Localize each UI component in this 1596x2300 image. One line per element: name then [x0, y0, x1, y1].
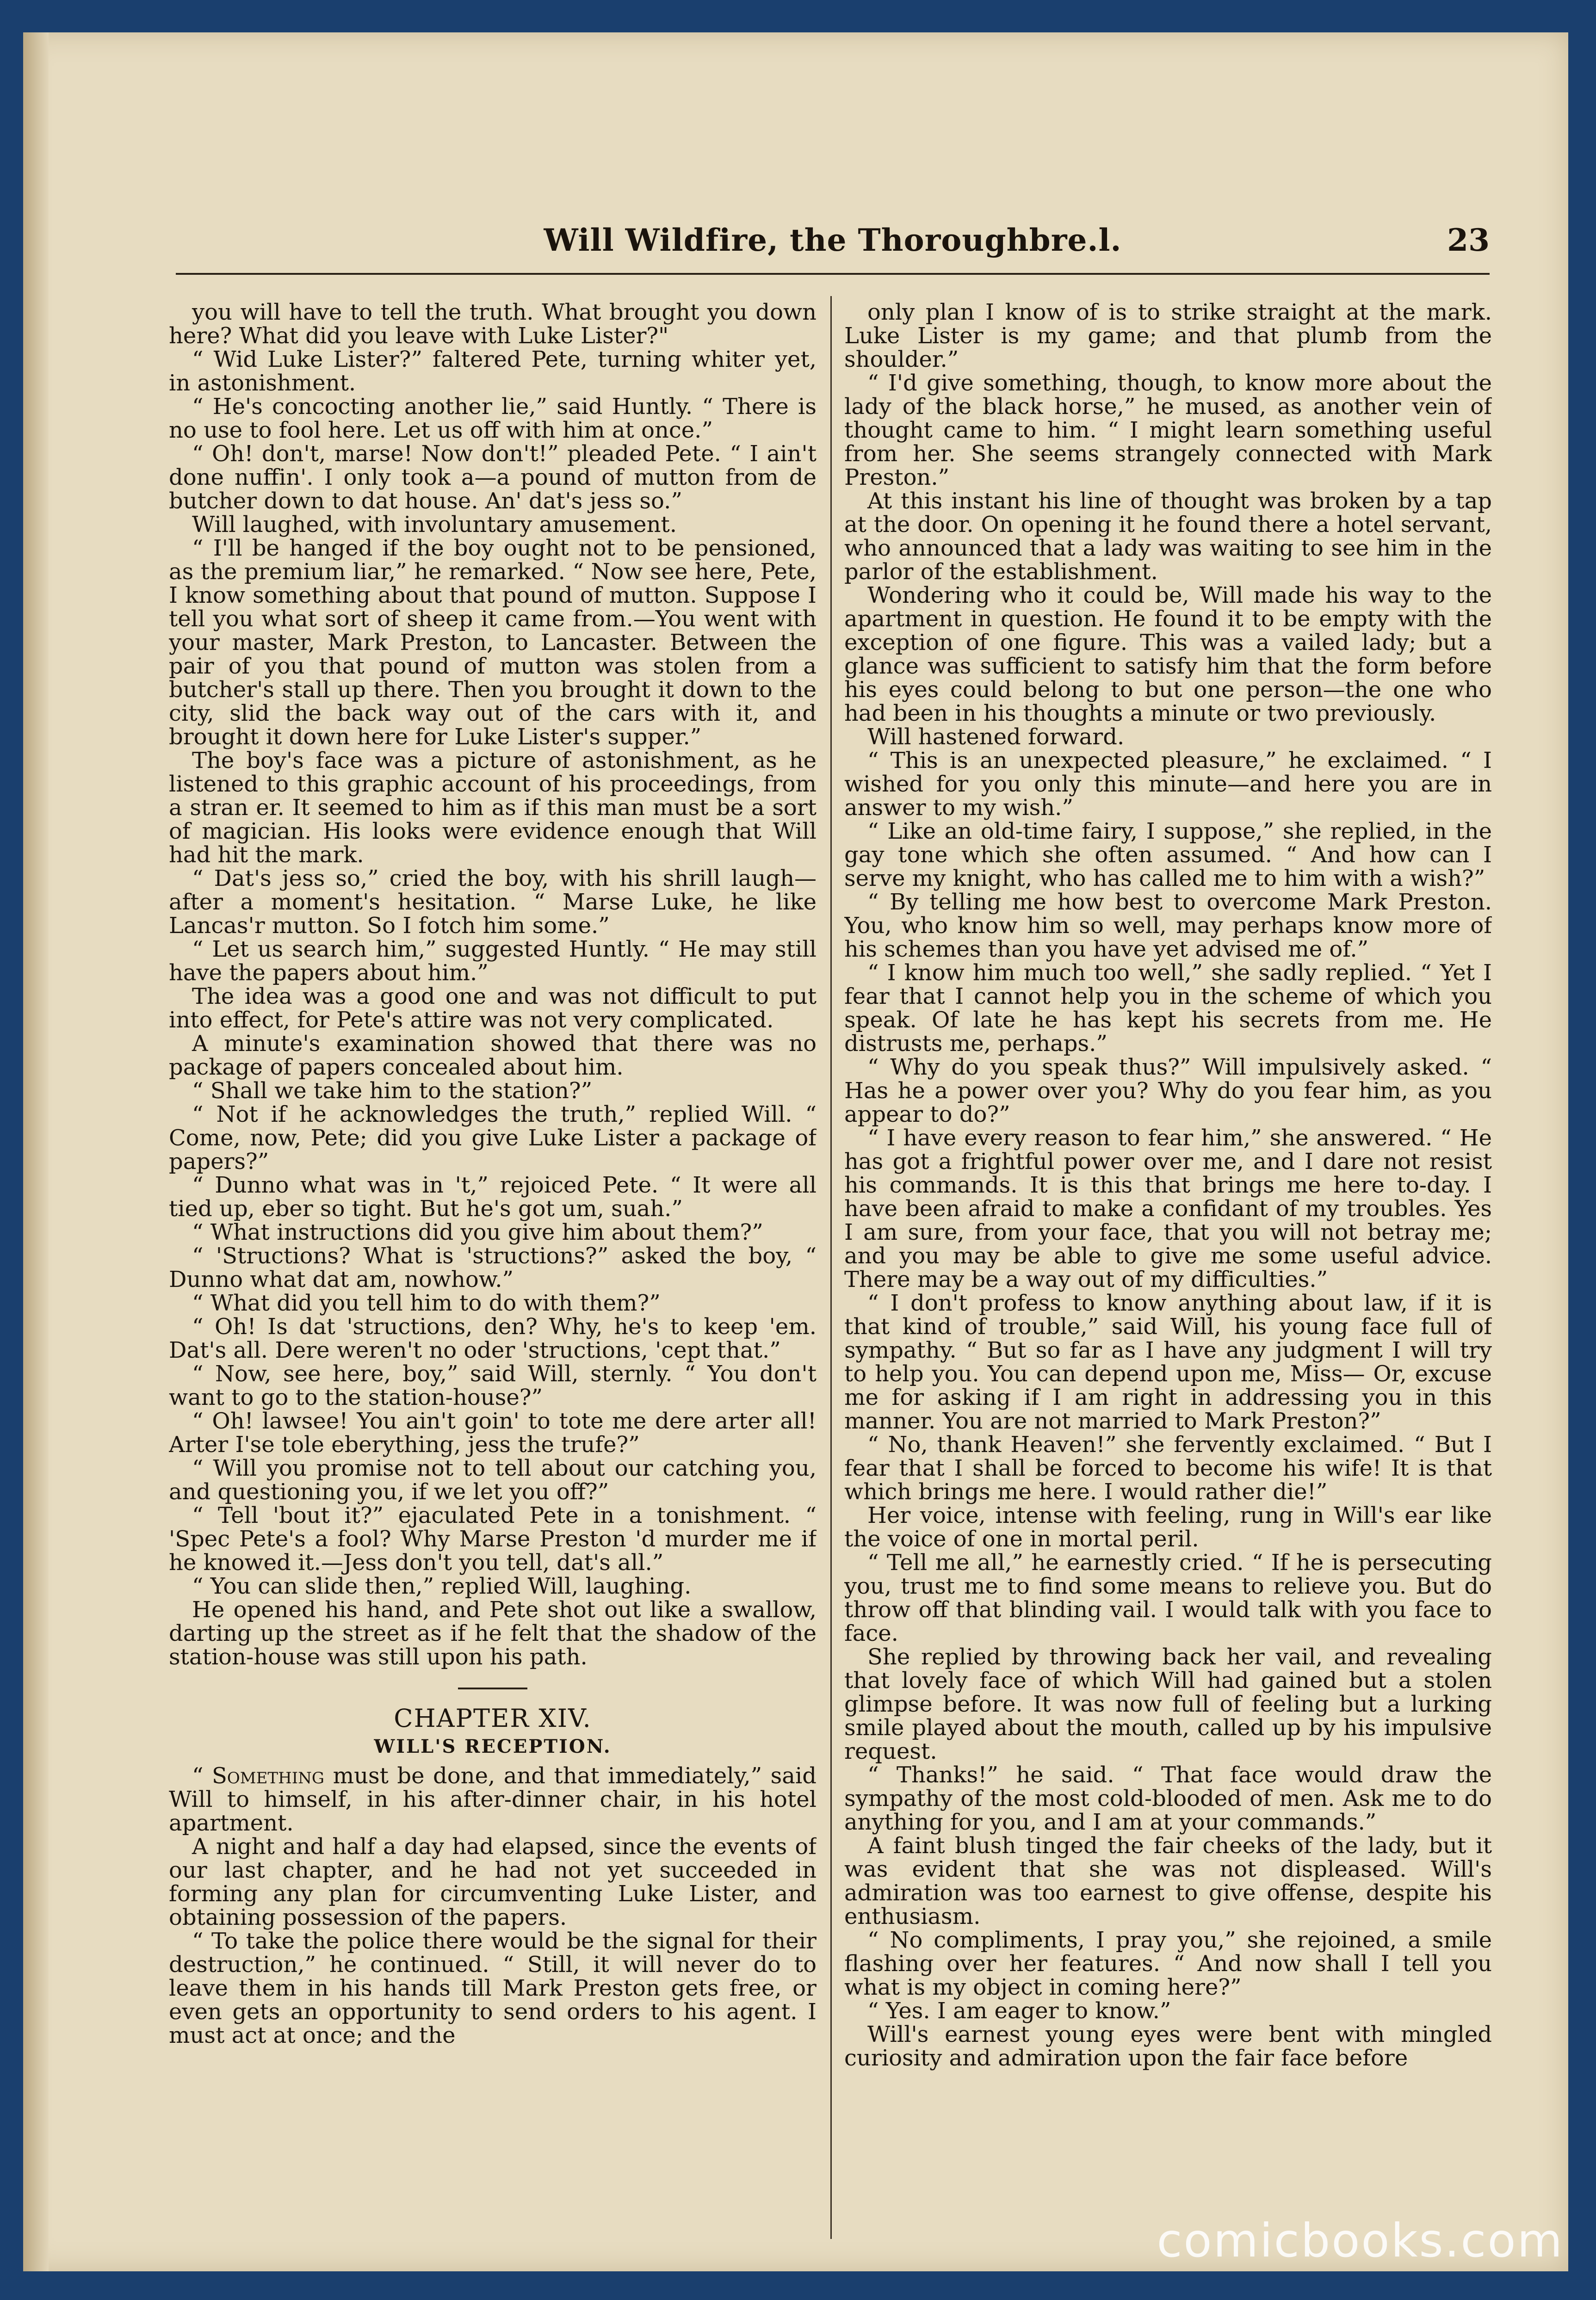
paragraph: “ Dunno what was in 't,” rejoiced Pete. “ It were all tied up, eber so tight. But he's got um, suah.” [169, 1172, 817, 1222]
paragraph: “ Wid Luke Lister?” faltered Pete, turning whiter yet, in astonishment. [169, 346, 817, 396]
paragraph: A night and half a day had elapsed, since the events of our last chapter, and he had not yet succeeded in forming any plan for circumventing Luke Lister, and obtaining possession of the papers. [169, 1834, 817, 1930]
paragraph: only plan I know of is to strike straight at the mark. Luke Lister is my game; and that plumb from the shoulder.” [844, 301, 1492, 372]
paragraph: “ Tell me all,” he earnestly cried. “ If he is persecuting you, trust me to find some means to relieve you. But do throw off that blinding vail. I would talk with you face to face. [844, 1550, 1492, 1646]
column-rule [830, 296, 832, 2239]
paragraph: He opened his hand, and Pete shot out like a swallow, darting up the street as if he felt that the shadow of the station-house was still upon his path. [169, 1597, 817, 1670]
paragraph: “ Not if he acknowledges the truth,” replied Will. “ Come, now, Pete; did you give Luke Lister a package of papers?” [169, 1101, 817, 1175]
paragraph: “ I know him much too well,” she sadly replied. “ Yet I fear that I cannot help you in the scheme of which you speak. Of late he has kept his secrets from me. He distrusts me, perhaps.” [844, 960, 1492, 1057]
left-column-text-after-chapter [169, 1835, 817, 2047]
chapter-opening-paragraph [169, 1764, 817, 1835]
paragraph: “ Yes. I am eager to know.” [867, 1998, 1171, 2024]
paragraph: “ Shall we take him to the station?” [192, 1078, 593, 1104]
page-spine [23, 32, 49, 2271]
paragraph: The boy's face was a picture of astonishment, as he listened to this graphic account of his proceedings, from a stran er. It seemed to him as if this man must be a sort of magician. His looks were evidence enough that Will had hit the mark. [169, 748, 817, 868]
page-number: 23 [1447, 222, 1490, 258]
paragraph: “ He's concocting another lie,” said Huntly. “ There is no use to fool here. Let us off with him at once.” [169, 394, 817, 443]
paragraph: “ What did you tell him to do with them?” [192, 1290, 661, 1316]
paragraph: “ Now, see here, boy,” said Will, sternly. “ You don't want to go to the station-house?” [169, 1361, 817, 1410]
paragraph: “ What instructions did you give him about them?” [192, 1219, 763, 1245]
paragraph: “ I have every reason to fear him,” she answered. “ He has got a frightful power over me, and I dare not resist his commands. It is this that brings me here to-day. I have been afraid to make a confidant of my troubles. Yes I am sure, from your face, that you will not betray me; and you may be able to give me some useful advice. There may be a way out of my difficulties.” [844, 1125, 1492, 1292]
paragraph: “ Oh! lawsee! You ain't goin' to tote me dere arter all! Arter I'se tole eberything, jess the trufe?” [169, 1408, 817, 1458]
paragraph: “ No, thank Heaven!” she fervently exclaimed. “ But I fear that I shall be forced to become his wife! It is that which brings me here. I would rather die!” [844, 1432, 1492, 1505]
paragraph: A faint blush tinged the fair cheeks of the lady, but it was evident that she was not displeased. Will's admiration was too earnest to give offense, despite his enthusiasm. [844, 1833, 1492, 1929]
paragraph: Will laughed, with involuntary amusement. [192, 512, 677, 538]
paragraph: “ Oh! Is dat 'structions, den? Why, he's to keep 'em. Dat's all. Dere weren't no oder 'structions, 'cept that.” [169, 1314, 817, 1363]
paragraph: “ No compliments, I pray you,” she rejoined, a smile flashing over her features. “ And now shall I tell you what is my object in coming here?” [844, 1927, 1492, 2000]
paragraph: “ I'd give something, though, to know more about the lady of the black horse,” he mused, as another vein of thought came to him. “ I might learn something useful from her. She seems strangely connected with Mark Preston.” [844, 370, 1492, 490]
paragraph: A minute's examination showed that there was no package of papers concealed about him. [169, 1031, 817, 1080]
running-title: Will Wildfire, the Thoroughbre.l. [544, 222, 1122, 258]
site-watermark: comicbooks.com [1157, 2213, 1564, 2268]
paragraph: Will's earnest young eyes were bent with mingled curiosity and admiration upon the fair face before [844, 2022, 1492, 2071]
paragraph: “ Like an old-time fairy, I suppose,” she replied, in the gay tone which she often assumed. “ And how can I serve my knight, who has called me to him with a wish?” [844, 818, 1492, 891]
page-header [176, 217, 1490, 275]
chapter-divider [458, 1688, 527, 1689]
paragraph: The idea was a good one and was not difficult to put into effect, for Pete's attire was not very complicated. [169, 983, 817, 1033]
paragraph: “ I'll be hanged if the boy ought not to be pensioned, as the premium liar,” he remarked. “ Now see here, Pete, I know something about that pound of mutton. Suppose I tell you what sort of sheep it came from.—You went with your master, Mark Preston, to Lancaster. Between the pair of you that pound of mutton was stolen from a butcher's stall up there. Then you brought it down to the city, slid the back way out of the cars with it, and brought it down here for Luke Lister's supper.” [169, 535, 817, 750]
paragraph: “ Tell 'bout it?” ejaculated Pete in a tonishment. “ 'Spec Pete's a fool? Why Marse Preston 'd murder me if he knowed it.—Jess don't you tell, dat's all.” [169, 1502, 817, 1576]
paragraph: “ Why do you speak thus?” Will impulsively asked. “ Has he a power over you? Why do you fear him, as you appear to do?” [844, 1054, 1492, 1127]
paragraph: “ By telling me how best to overcome Mark Preston. You, who know him so well, may perhaps know more of his schemes than you have yet advised me of.” [844, 889, 1492, 962]
left-column-text [169, 301, 817, 1669]
paragraph: “ Will you promise not to tell about our catching you, and questioning you, if we let you off?” [169, 1455, 817, 1505]
paragraph: Will hastened forward. [867, 724, 1125, 750]
paragraph: Her voice, intense with feeling, rung in Will's ear like the voice of one in mortal peril. [844, 1502, 1492, 1552]
right-column [844, 301, 1492, 2253]
paragraph: “ To take the police there would be the signal for their destruction,” he continued. “ Still, it will never do to leave them in his hands till Mark Preston gets free, or even gets an opportunity to send orders to his agent. I must act at once; and the [169, 1928, 817, 2048]
paragraph: “ Dat's jess so,” cried the boy, with his shrill laugh—after a moment's hesitation. “ Marse Luke, he like Lancas'r mutton. So I fotch him some.” [169, 866, 817, 939]
chapter-opening-rest: must be done, and that immediately,” said Will to himself, in his after-dinner chair, in his hotel apartment. [169, 1763, 817, 1836]
left-column [169, 301, 817, 2253]
magazine-page [23, 32, 1568, 2271]
chapter-heading: CHAPTER XIV. [394, 1704, 592, 1733]
paragraph: “ 'Structions? What is 'structions?” asked the boy, “ Dunno what dat am, nowhow.” [169, 1243, 817, 1292]
right-column-text [844, 301, 1492, 2070]
chapter-heading-block [169, 1688, 817, 1760]
paragraph: you will have to tell the truth. What brought you down here? What did you leave with Luke Lister?" [169, 301, 817, 349]
paragraph: “ Let us search him,” suggested Huntly. “ He may still have the papers about him.” [169, 936, 817, 986]
paragraph: Wondering who it could be, Will made his way to the apartment in question. He found it to be empty with the exception of one figure. This was a vailed lady; but a glance was sufficient to satisfy him that the form before his eyes could belong to but one person—the one who had been in his thoughts a minute or two previously. [844, 582, 1492, 726]
paragraph: “ Oh! don't, marse! Now don't!” pleaded Pete. “ I ain't done nuffin'. I only took a—a pound of mutton from de butcher down to dat house. An' dat's jess so.” [169, 441, 817, 514]
paragraph: At this instant his line of thought was broken by a tap at the door. On opening it he found there a hotel servant, who announced that a lady was waiting to see him in the parlor of the establishment. [844, 488, 1492, 585]
paragraph: “ You can slide then,” replied Will, laughing. [192, 1573, 692, 1599]
paragraph: “ I don't profess to know anything about law, if it is that kind of trouble,” said Will, his young face full of sympathy. “ But so far as I have any judgment I will try to help you. You can depend upon me, Miss— Or, excuse me for asking if I am right in addressing you in this manner. You are not married to Mark Preston?” [844, 1290, 1492, 1434]
paragraph: “ This is an unexpected pleasure,” he exclaimed. “ I wished for you only this minute—and here you are in answer to my wish.” [844, 748, 1492, 821]
paragraph: “ Thanks!” he said. “ That face would draw the sympathy of the most cold-blooded of men. Ask me to do anything for you, and I am at your commands.” [844, 1762, 1492, 1835]
chapter-opening-smallcaps: “ Something [192, 1763, 325, 1789]
paragraph: She replied by throwing back her vail, and revealing that lovely face of which Will had gained but a stolen glimpse before. It was now full of feeling but a lurking smile played about the mouth, called up by his impulsive request. [844, 1644, 1492, 1764]
chapter-subtitle: WILL'S RECEPTION. [374, 1736, 612, 1757]
